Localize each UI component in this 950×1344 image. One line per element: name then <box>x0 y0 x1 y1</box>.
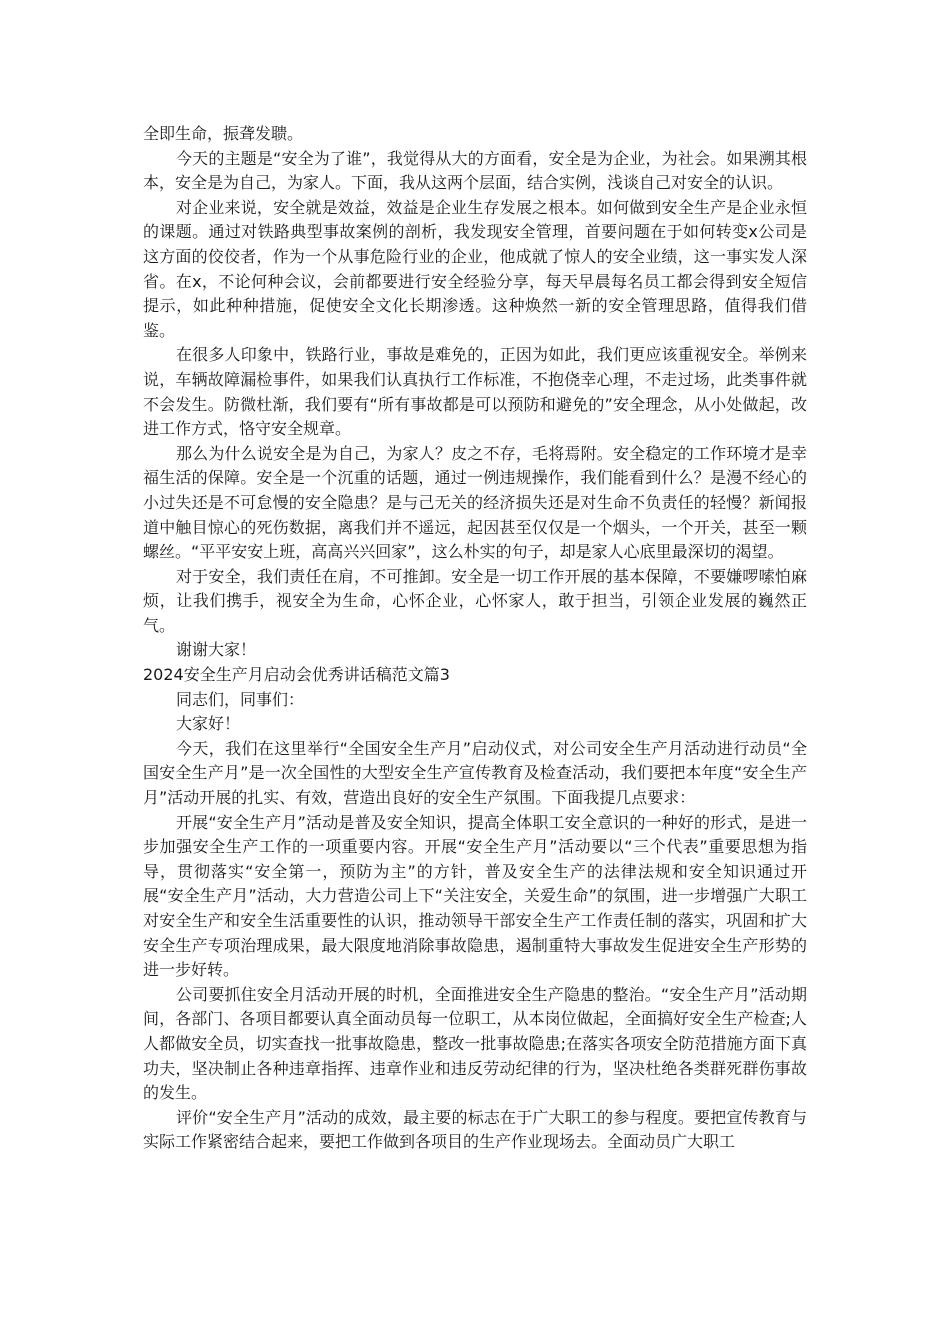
section-heading: 2024安全生产月启动会优秀讲话稿范文篇3 <box>143 665 450 685</box>
paragraph-2: 今天的主题是“安全为了谁”，我觉得从大的方面看，安全是为企业，为社会。如果溯其根本，安全是为自己，为家人。下面，我从这两个层面，结合实例，浅谈自己对安全的认识。 <box>143 148 807 193</box>
paragraph-7: 今天，我们在这里举行“全国安全生产月”启动仪式，对公司安全生产月活动进行动员“全国安全生产月”是一次全国性的大型安全生产宣传教育及检查活动，我们要把本年度“安全生产月”活动开展的扎实、有效，营造出良好的安全生产氛围。下面我提几点要求： <box>143 738 807 808</box>
greeting: 大家好！ <box>176 714 241 734</box>
paragraph-5: 那么为什么说安全是为自己，为家人？皮之不存，毛将焉附。安全稳定的工作环境才是幸福生活的保障。安全是一个沉重的话题，通过一例违规操作，我们能看到什么？是漫不经心的小过失还是不可怠慢的安全隐患？是与己无关的经济损失还是对生命不负责任的轻慢？新闻报道中触目惊心的死伤数据，离我们并不遥远，起因甚至仅仅是一个烟头，一个开关，甚至一颗螺丝。“平平安安上班，高高兴兴回家”，这么朴实的句子，却是家人心底里最深切的渴望。 <box>143 443 807 562</box>
paragraph-3: 对企业来说，安全就是效益，效益是企业生存发展之根本。如何做到安全生产是企业永恒的课题。通过对铁路典型事故案例的剖析，我发现安全管理，首要问题在于如何转变x公司是这方面的佼佼者，作为一个从事危险行业的企业，他成就了惊人的安全业绩，这一事实发人深省。在x，不论何种会议，会前都要进行安全经验分享，每天早晨每名员工都会得到安全短信提示，如此种种措施，促使安全文化长期渗透。这种焕然一新的安全管理思路，值得我们借鉴。 <box>143 197 807 340</box>
paragraph-6: 对于安全，我们责任在肩，不可推卸。安全是一切工作开展的基本保障，不要嫌啰嗦怕麻烦，让我们携手，视安全为生命，心怀企业，心怀家人，敢于担当，引领企业发展的巍然正气。 <box>143 566 807 635</box>
paragraph-8: 开展“安全生产月”活动是普及安全知识，提高全体职工安全意识的一种好的形式，是进一步加强安全生产工作的一项重要内容。开展“安全生产月”活动要以“三个代表”重要思想为指导，贯彻落实“安全第一，预防为主”的方针，普及安全生产的法律法规和安全知识通过开展“安全生产月”活动，大力营造公司上下“关注安全，关爱生命”的氛围，进一步增强广大职工对安全生产和安全生活重要性的认识，推动领导干部安全生产工作责任制的落实，巩固和扩大安全生产专项治理成果，最大限度地消除事故隐患，遏制重特大事故发生促进安全生产形势的进一步好转。 <box>143 812 807 980</box>
document-body <box>143 122 807 1155</box>
closing-thanks: 谢谢大家！ <box>176 640 257 660</box>
paragraph-4: 在很多人印象中，铁路行业，事故是难免的，正因为如此，我们更应该重视安全。举例来说，车辆故障漏检事件，如果我们认真执行工作标准，不抱侥幸心理，不走过场，此类事件就不会发生。防微杜渐，我们要有“所有事故都是可以预防和避免的”安全理念，从小处做起，改进工作方式，恪守安全规章。 <box>143 345 807 439</box>
paragraph-9: 公司要抓住安全月活动开展的时机，全面推进安全生产隐患的整治。“安全生产月”活动期间，各部门、各项目都要认真全面动员每一位职工，从本岗位做起，全面搞好安全生产检查;人人都做安全员，切实查找一批事故隐患，整改一批事故隐患;在落实各项安全防范措施方面下真功夫，坚决制止各种违章指挥、违章作业和违反劳动纪律的行为，坚决杜绝各类群死群伤事故的发生。 <box>143 984 807 1103</box>
paragraph-1: 全即生命，振聋发聩。 <box>143 124 304 143</box>
salutation: 同志们，同事们： <box>176 689 305 709</box>
paragraph-10: 评价“安全生产月”活动的成效，最主要的标志在于广大职工的参与程度。要把宣传教育与实际工作紧密结合起来，要把工作做到各项目的生产作业现场去。全面动员广大职工 <box>143 1107 807 1152</box>
